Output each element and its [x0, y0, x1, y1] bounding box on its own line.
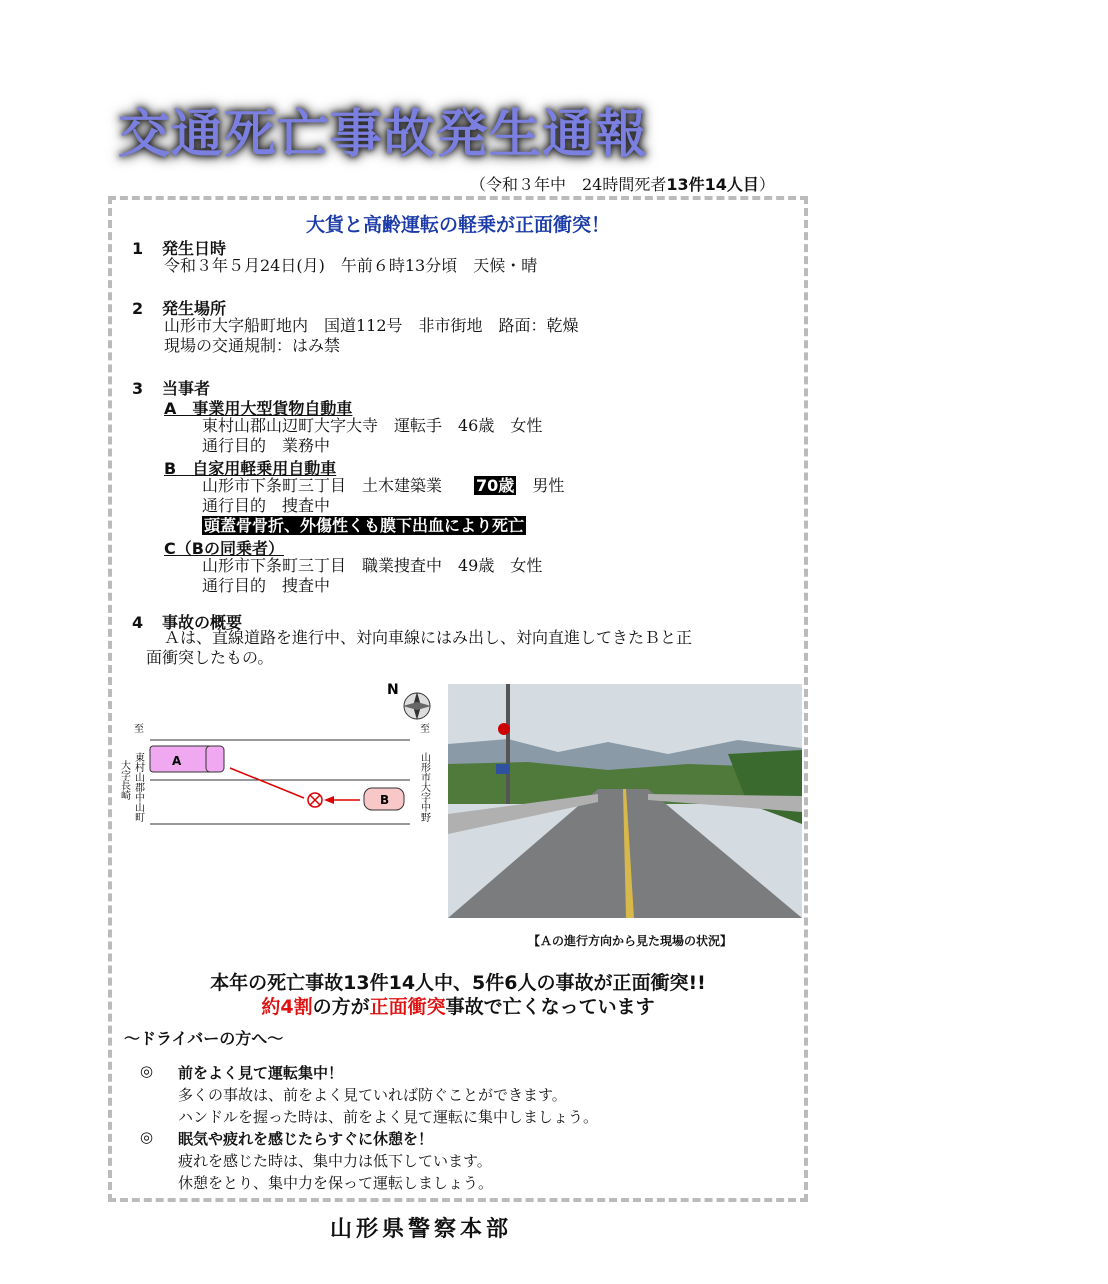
photo-caption: 【Ａの進行方向から見た現場の状況】 [528, 934, 733, 948]
headline: 大貨と高齢運転の軽乗が正面衝突！ [305, 214, 610, 236]
scene-photo [448, 684, 802, 918]
summary-line2: 面衝突したもの。 [146, 648, 274, 667]
subline-prefix: （令和３年中 24時間死者 [470, 175, 667, 194]
party-b-age: 70歳 [476, 476, 515, 495]
party-b-title: B 自家用軽乗用自動車 [164, 459, 337, 478]
vehicle-a-label: A [172, 754, 182, 768]
party-a-line2: 通行目的 業務中 [202, 436, 331, 455]
ratio-value: 約4割 [261, 996, 313, 1018]
section-number: 3 [132, 379, 144, 398]
tip-1-title: 前をよく見て運転集中！ [178, 1065, 344, 1082]
left-place-label: 東村山郡中山町 [132, 752, 144, 822]
party-c-line1: 山形市下条町三丁目 職業捜査中 49歳 女性 [202, 556, 543, 575]
tip-2-mark: ◎ [140, 1129, 154, 1146]
section-label: 発生日時 [162, 239, 227, 258]
party-a-line1: 東村山郡山辺町大字大寺 運転手 46歳 女性 [202, 416, 543, 435]
vehicle-a [150, 746, 224, 772]
party-b-death [202, 516, 526, 536]
tip-1-line2: ハンドルを握った時は、前をよく見て運転に集中しましょう。 [178, 1109, 599, 1126]
subline-suffix: ） [758, 175, 775, 194]
left-place2-label: 大字長崎 [118, 760, 130, 800]
collision-point-icon [308, 793, 322, 807]
party-b-address: 山形市下条町三丁目 土木建築業 [202, 476, 443, 495]
right-to-label: 至 [420, 724, 430, 735]
section-number: 2 [132, 299, 144, 318]
death-cause: 頭蓋骨骨折、外傷性くも膜下出血により死亡 [204, 516, 525, 535]
party-b-sex: 男性 [532, 476, 565, 495]
datetime-line: 令和３年５月24日(月) 午前６時13分頃 天候・晴 [164, 256, 538, 275]
tip-2-line1: 疲れを感じた時は、集中力は低下しています。 [178, 1153, 492, 1170]
party-c-title: C（Bの同乗者） [164, 539, 284, 558]
section-label: 発生場所 [162, 299, 227, 318]
tip-1-line1: 多くの事故は、前をよく見ていれば防ぐことができます。 [178, 1087, 567, 1104]
tip-1-mark: ◎ [140, 1063, 154, 1080]
vehicle-b [364, 788, 404, 810]
section-number: 1 [132, 239, 144, 258]
north-label: N [387, 682, 399, 698]
report-frame [108, 196, 808, 1202]
ratio-type: 正面衝突 [369, 996, 446, 1018]
driver-heading: ～ドライバーの方へ～ [124, 1029, 284, 1048]
party-b-line1 [202, 476, 564, 496]
section-label: 当事者 [162, 379, 211, 398]
party-a-title: A 事業用大型貨物自動車 [164, 399, 353, 418]
left-to-label: 至 [134, 724, 144, 735]
subline-count: 13件14人目 [666, 175, 759, 194]
accident-diagram [112, 680, 442, 840]
right-place-label: 山形市大字中野 [418, 752, 430, 822]
summary-line1: Ａは、直線道路を進行中、対向車線にはみ出し、対向直進してきたＢと正 [164, 628, 693, 647]
ratio-end: 事故で亡くなっています [445, 996, 655, 1018]
tip-2-line2: 休憩をとり、集中力を保って運転しましょう。 [178, 1175, 494, 1192]
tip-2-title: 眠気や疲れを感じたらすぐに休憩を！ [178, 1131, 434, 1148]
compass-icon [403, 692, 431, 720]
vehicle-b-label: B [380, 793, 390, 807]
location-line: 山形市大字船町地内 国道112号 非市街地 路面：乾燥 [164, 316, 579, 335]
vehicle-a-path-arrow [230, 768, 304, 798]
ratio-message [112, 992, 804, 1019]
footer-organization: 山形県警察本部 [330, 1216, 513, 1242]
party-b-line2: 通行目的 捜査中 [202, 496, 331, 515]
party-c-line2: 通行目的 捜査中 [202, 576, 331, 595]
statistics-message: 本年の死亡事故13件14人中、5件6人の事故が正面衝突!! [210, 972, 706, 994]
section-label: 事故の概要 [162, 613, 243, 632]
ratio-mid: の方が [312, 996, 370, 1018]
regulation-line: 現場の交通規制：はみ禁 [164, 336, 341, 355]
section-number: 4 [132, 613, 144, 632]
page-title: 交通死亡事故発生通報 [118, 105, 649, 165]
death-count-line [470, 172, 775, 195]
